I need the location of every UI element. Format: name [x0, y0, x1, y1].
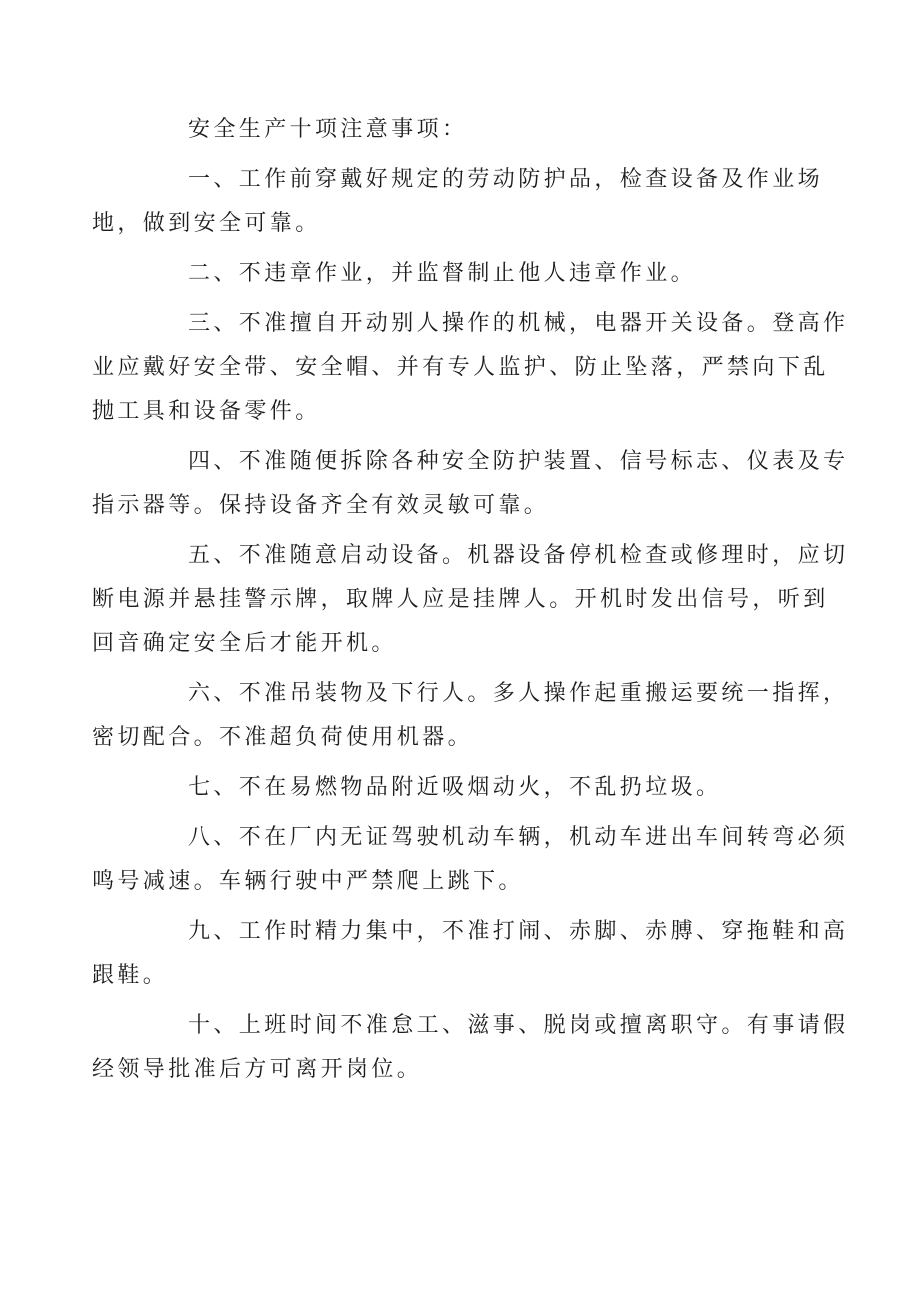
rule-item-4: 四、不准随便拆除各种安全防护装置、信号标志、仪表及专指示器等。保持设备齐全有效灵敏可靠。 [92, 449, 849, 518]
rule-item-10: 十、上班时间不准怠工、滋事、脱岗或擅离职守。有事请假经领导批准后方可离开岗位。 [92, 1013, 849, 1082]
rule-item-6: 六、不准吊装物及下行人。多人操作起重搬运要统一指挥，密切配合。不准超负荷使用机器。 [92, 681, 849, 750]
rule-item-5: 五、不准随意启动设备。机器设备停机检查或修理时，应切断电源并悬挂警示牌，取牌人应是挂牌人。开机时发出信号，听到回音确定安全后才能开机。 [92, 543, 849, 656]
document-body [92, 108, 852, 1098]
rule-item-1: 一、工作前穿戴好规定的劳动防护品，检查设备及作业场地，做到安全可靠。 [92, 167, 824, 236]
rule-item-7: 七、不在易燃物品附近吸烟动火，不乱扔垃圾。 [188, 775, 722, 800]
rule-item-8: 八、不在厂内无证驾驶机动车辆，机动车进出车间转弯必须鸣号减速。车辆行驶中严禁爬上跳下。 [92, 825, 849, 894]
rule-item-2: 二、不违章作业，并监督制止他人违章作业。 [188, 261, 697, 286]
rule-item-3: 三、不准擅自开动别人操作的机械，电器开关设备。登高作业应戴好安全带、安全帽、并有专人监护、防止坠落，严禁向下乱抛工具和设备零件。 [92, 311, 849, 424]
document-heading: 安全生产十项注意事项： [188, 117, 468, 142]
rule-item-9: 九、工作时精力集中，不准打闹、赤脚、赤膊、穿拖鞋和高跟鞋。 [92, 919, 849, 988]
